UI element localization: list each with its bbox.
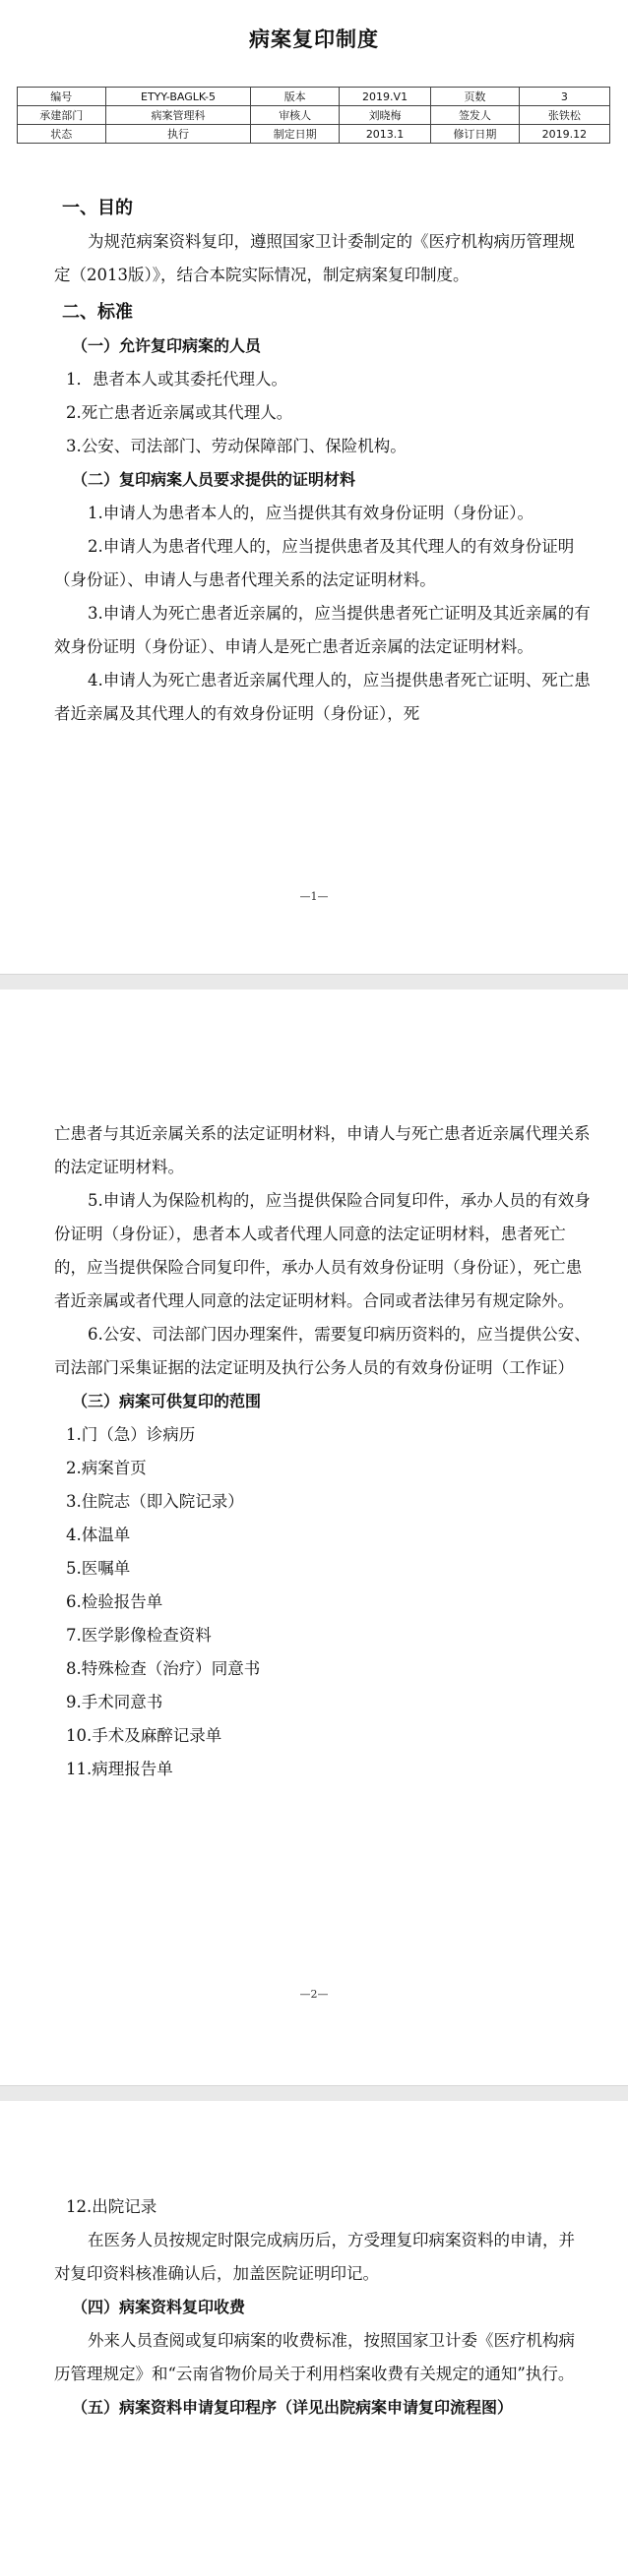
meta-label: 版本 — [251, 88, 340, 106]
subsection-heading: （三）病案可供复印的范围 — [72, 1392, 262, 1410]
meta-value: 刘晓梅 — [339, 106, 430, 125]
document-page-3 — [0, 2101, 628, 2576]
document-page-2 — [0, 989, 628, 2085]
page-2-body — [54, 1117, 591, 1786]
paragraph: 5.申请人为保险机构的，应当提供保险合同复印件，承办人员的有效身份证明（身份证），患者本人或者代理人同意的法定证明材料，患者死亡的，应当提供保险合同复印件，承办人员有效身份证明（身份证），死亡患者近亲属或者代理人同意的法定证明材料。合同或者法律另有规定除外。 — [54, 1191, 591, 1310]
list-item: 10.手术及麻醉记录单 — [66, 1726, 222, 1745]
meta-value: 2019.12 — [519, 125, 609, 144]
meta-label: 签发人 — [431, 106, 520, 125]
paragraph: 4.申请人为死亡患者近亲属代理人的，应当提供患者死亡证明、死亡患者近亲属及其代理人的有效身份证明（身份证），死 — [54, 671, 591, 723]
page-separator — [0, 2085, 628, 2102]
list-item: 5.医嘱单 — [66, 1559, 131, 1578]
subsection-heading: （五）病案资料申请复印程序（详见出院病案申请复印流程图） — [72, 2398, 514, 2417]
section-heading-standard: 二、标准 — [62, 302, 133, 323]
meta-value: ETYY-BAGLK-5 — [105, 88, 251, 106]
list-item: 1.门（急）诊病历 — [66, 1425, 196, 1444]
subsection-heading: （一）允许复印病案的人员 — [72, 336, 262, 355]
page-separator — [0, 974, 628, 990]
document-meta-table — [17, 87, 610, 144]
document-title: 病案复印制度 — [249, 27, 379, 51]
meta-value: 3 — [519, 88, 609, 106]
meta-row-3 — [18, 125, 610, 144]
meta-row-1 — [18, 88, 610, 106]
list-item: 7.医学影像检查资料 — [66, 1626, 212, 1645]
meta-label: 页数 — [431, 88, 520, 106]
document-page-1 — [0, 0, 628, 974]
list-item: 12.出院记录 — [66, 2197, 157, 2216]
list-item: 2.病案首页 — [66, 1459, 147, 1477]
page-number: —2— — [299, 1988, 329, 2001]
list-item: 3.住院志（即入院记录） — [66, 1492, 244, 1511]
meta-label: 制定日期 — [251, 125, 340, 144]
subsection-heading: （二）复印病案人员要求提供的证明材料 — [72, 470, 356, 489]
meta-value: 病案管理科 — [105, 106, 251, 125]
page-1-body — [54, 192, 591, 731]
paragraph: 6.公安、司法部门因办理案件，需要复印病历资料的，应当提供公安、司法部门采集证据的法定证明及执行公务人员的有效身份证明（工作证） — [54, 1325, 591, 1377]
paragraph: 2.申请人为患者代理人的，应当提供患者及其代理人的有效身份证明（身份证）、申请人与患者代理关系的法定证明材料。 — [54, 537, 575, 589]
meta-label: 编号 — [18, 88, 106, 106]
page-3-body — [54, 2190, 591, 2425]
meta-value: 张铁松 — [519, 106, 609, 125]
list-item: 6.检验报告单 — [66, 1592, 163, 1611]
subsection-heading: （四）病案资料复印收费 — [72, 2298, 246, 2316]
paragraph: 外来人员查阅或复印病案的收费标准，按照国家卫计委《医疗机构病历管理规定》和“云南省物价局关于利用档案收费有关规定的通知”执行。 — [54, 2331, 575, 2383]
paragraph: 为规范病案资料复印，遵照国家卫计委制定的《医疗机构病历管理规定（2013版）》，结合本院实际情况，制定病案复印制度。 — [54, 232, 575, 284]
meta-value: 2013.1 — [339, 125, 430, 144]
page-number: —1— — [299, 890, 329, 903]
paragraph: 亡患者与其近亲属关系的法定证明材料，申请人与死亡患者近亲属代理关系的法定证明材料。 — [54, 1124, 591, 1176]
section-heading-purpose: 一、目的 — [62, 198, 133, 218]
meta-label: 审核人 — [251, 106, 340, 125]
meta-label: 修订日期 — [431, 125, 520, 144]
list-item: 9.手术同意书 — [66, 1693, 163, 1711]
paragraph: 3.申请人为死亡患者近亲属的，应当提供患者死亡证明及其近亲属的有效身份证明（身份证）、申请人是死亡患者近亲属的法定证明材料。 — [54, 604, 591, 656]
meta-label: 承建部门 — [18, 106, 106, 125]
list-item: 8.特殊检查（治疗）同意书 — [66, 1659, 261, 1678]
list-item: 11.病理报告单 — [66, 1760, 173, 1778]
paragraph: 在医务人员按规定时限完成病历后，方受理复印病案资料的申请，并对复印资料核准确认后，加盖医院证明印记。 — [54, 2231, 575, 2283]
paragraph: 1.申请人为患者本人的，应当提供其有效身份证明（身份证）。 — [88, 504, 534, 522]
list-item: 4.体温单 — [66, 1526, 131, 1544]
meta-row-2 — [18, 106, 610, 125]
meta-label: 状态 — [18, 125, 106, 144]
list-item: 2.死亡患者近亲属或其代理人。 — [66, 403, 293, 422]
meta-value: 2019.V1 — [339, 88, 430, 106]
list-item: 1．患者本人或其委托代理人。 — [66, 370, 287, 389]
list-item: 3.公安、司法部门、劳动保障部门、保险机构。 — [66, 437, 407, 455]
meta-value: 执行 — [105, 125, 251, 144]
